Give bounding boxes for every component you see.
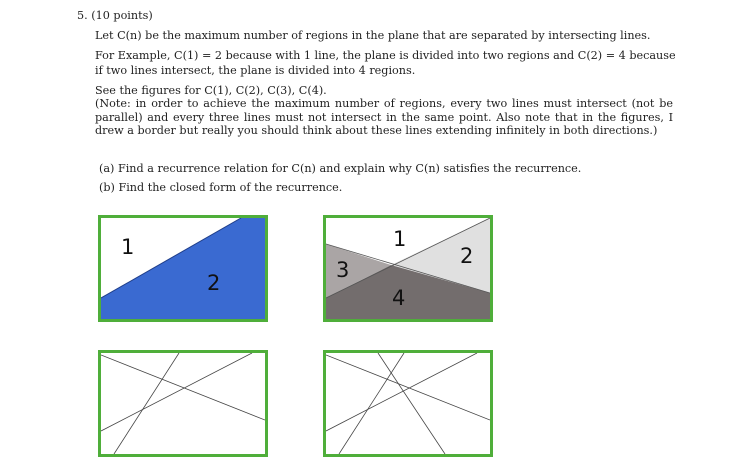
figure-c4-line-c bbox=[339, 353, 404, 454]
figure-c2-label-4: 4 bbox=[392, 286, 406, 310]
figure-c4-line-d bbox=[378, 353, 445, 454]
figure-c2-drawing bbox=[326, 218, 490, 319]
figure-c2-label-3: 3 bbox=[336, 258, 350, 282]
figure-c1 bbox=[98, 215, 268, 322]
problem-definition: Let C(n) be the maximum number of regions in the plane that are separated by intersecting lines. bbox=[95, 29, 651, 42]
problem-part-b: (b) Find the closed form of the recurrence. bbox=[99, 181, 343, 194]
figure-c3-drawing bbox=[101, 353, 265, 454]
figure-c4-line-b bbox=[326, 353, 477, 431]
problem-example-line2: if two lines intersect, the plane is divided into 4 regions. bbox=[95, 64, 416, 77]
figure-c4-line-a bbox=[326, 355, 490, 420]
figure-c2 bbox=[323, 215, 493, 322]
figure-c1-label-1: 1 bbox=[121, 235, 135, 259]
figure-c1-drawing bbox=[101, 218, 265, 319]
problem-see-figures: See the figures for C(1), C(2), C(3), C(4). bbox=[95, 84, 327, 97]
figure-c1-region-2 bbox=[101, 218, 265, 319]
problem-points: (10 points) bbox=[91, 9, 153, 22]
figure-c3-line-c bbox=[114, 353, 179, 454]
figure-c4-drawing bbox=[326, 353, 490, 454]
figure-c3 bbox=[98, 350, 268, 457]
figure-c1-label-2: 2 bbox=[207, 271, 221, 295]
problem-part-a: (a) Find a recurrence relation for C(n) and explain why C(n) satisfies the recurrence. bbox=[99, 162, 582, 175]
figure-c3-line-a bbox=[101, 355, 265, 420]
problem-example-line1: For Example, C(1) = 2 because with 1 line, the plane is divided into two regions and C(2) = 4 because bbox=[95, 49, 676, 62]
problem-number bbox=[77, 9, 153, 22]
figure-c3-line-b bbox=[101, 353, 252, 431]
figure-c2-label-1: 1 bbox=[393, 227, 407, 251]
problem-note: (Note: in order to achieve the maximum number of regions, every two lines must intersect (not be parallel) and every three lines must not intersect in the same point. Also note that in the figures, I drew a border but really you should think about these lines extending infinitely in both directions.) bbox=[95, 97, 673, 138]
problem-number-text: 5. bbox=[77, 9, 88, 22]
figure-c2-label-2: 2 bbox=[460, 244, 474, 268]
figure-c4 bbox=[323, 350, 493, 457]
